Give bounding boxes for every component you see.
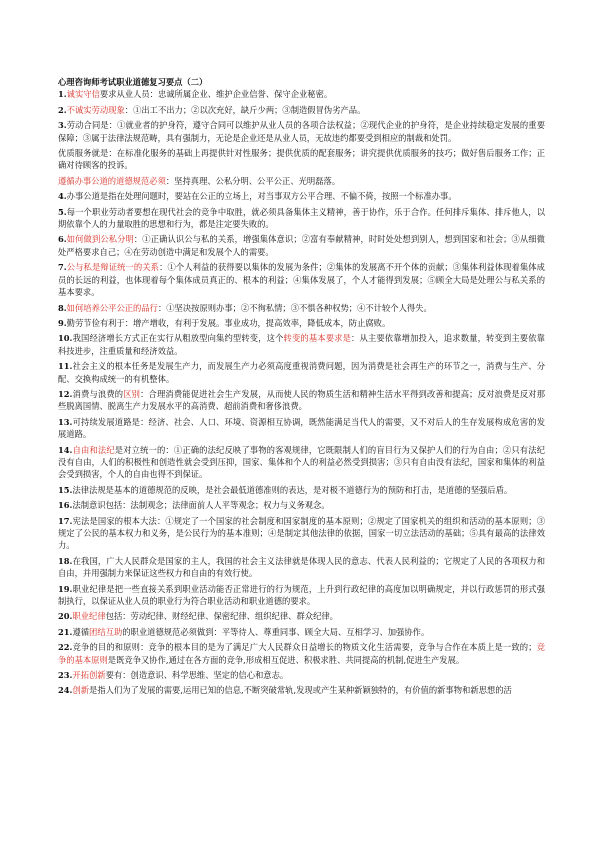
key-point-item [58,206,545,231]
item-number: 11. [58,361,73,372]
item-text: 要求从业人员：忠诚所属企业、维护企业信誉、保守企业秘密。 [99,89,333,100]
highlighted-term: 如何做到公私分明 [66,234,134,245]
item-text: 在我国，广大人民群众是国家的主人，我国的社会主义法律就是体现人民的意志、代表人民利益的；它规定了人民的各项权力和自由，并用强制力来保证这些权力和自由的有效行使。 [58,555,545,579]
item-number: 8. [58,302,67,313]
item-text: ：坚持真理、公私分明、公平公正、光明磊落。 [165,175,341,186]
key-point-item [58,555,545,580]
key-point-item [58,626,545,638]
highlighted-term: 转变的基本要求是 [283,333,352,344]
item-number: 3. [58,120,67,131]
item-number: 15. [58,484,73,495]
highlighted-term: 开拓创新 [72,670,106,681]
item-text: 劳动合同是：①就业者的护身符，遵守合同可以维护从业人员的各项合法权益；②现代企业的护身符，是企业持续稳定发展的重要保障；③属于法律法规范畴，具有强制力，无论是企业还是从业人员，无故违约都要受到相应的制裁和处罚。 [58,120,545,143]
key-point-item [58,444,545,481]
item-text: ：①正确认识公与私的关系，增强集体意识；②富有奉献精神，时时处处想到别人，想到国家和社会；③从细微处严格要求自己；④在劳动创造中满足和发展个人的需要。 [58,234,545,257]
item-number: 7. [58,262,67,273]
item-number: 14. [58,444,73,455]
item-text: 的职业道德规范必须做到：平等待人、尊重同事、顾全大局、互相学习、加强协作。 [122,626,430,637]
key-point-item [58,104,545,116]
key-point-item [58,416,545,441]
item-text: 社会主义的根本任务是发展生产力，而发展生产力必须高度重视消费问题，因为消费是社会再生产的环节之一，消费与生产、分配、交换构成统一的有机整体。 [58,361,545,384]
item-number: 23. [58,670,73,681]
key-point-item [58,684,545,696]
item-text: 是既竞争又协作,通过在各方面的竞争,形成相互促进、积极求胜、共同提高的机制,促进生产发展。 [107,654,465,665]
item-text: 可持续发展道路是：经济、社会、人口、环境、资源相互协调，既然能满足当代人的需要，又不对后人的生存发展构成危害的发展道路。 [58,416,545,440]
item-text: ：①出工不出力；②以次充好，缺斤少两；③制造假冒伪劣产品。 [124,104,366,115]
highlighted-term: 团结互助 [89,626,123,637]
key-point-item [58,88,545,100]
item-number: 20. [58,611,73,622]
item-number: 6. [58,234,67,245]
item-number: 10. [58,333,73,344]
item-number: 5. [58,206,67,217]
key-point-item [58,302,545,314]
item-number: 9. [58,317,67,328]
highlighted-term: 公与私是辩证统一的关系 [66,262,160,273]
item-text: ：合理消费能促进社会生产发展，从而使人民的物质生活和精神生活水平得到改善和提高；反对浪费是反对那些脱离国情、脱离生产力发展水平的高消费、超前消费和奢侈浪费。 [58,388,545,412]
item-text: 办事公道是指在处理问题时，要站在公正的立场上，对当事双方公平合理、不偏不倚，按照一个标准办事。 [66,191,457,202]
item-text: 每一个职业劳动者要想在现代社会的竞争中取胜，就必须具备集体主义精神，善于协作，乐于合作。任何排斥集体、排斥他人，以期依靠个人的力量取胜的思想和行为，都是注定要失败的。 [58,206,545,230]
item-number: 4. [58,191,67,202]
item-text: ：从主要依靠增加投入，追求数量，转变到主要依靠科技进步，注重质量和经济效益。 [58,333,545,356]
key-point-item [58,317,545,329]
item-text: 法律法规是基本的道德规范的反映，是社会最低道德准则的表达，是对极不道德行为的预防和打击，是道德的坚强后盾。 [72,484,513,495]
highlighted-term: 职业纪律 [72,611,106,622]
highlighted-term: 如何培养公平公正的品行 [66,302,158,313]
item-text: 要有：创造意识、科学思维、坚定的信心和意志。 [105,670,289,681]
key-point-item [58,583,545,608]
item-number: 17. [58,515,73,526]
item-number: 16. [58,500,73,511]
highlighted-term: 自由和法纪 [72,444,115,455]
key-point-item [58,499,545,511]
key-point-item [58,515,545,552]
key-point-item [58,388,545,413]
document-title: 心理咨询师考试职业道德复习要点（二） [58,77,208,87]
item-text: 是对立统一的：①正确的法纪反映了事物的客观规律，它既限制人们的盲目行为又保护人们的行为自由；②只有法纪没有自由，人们的积极性和创造性就会受到压抑，国家、集体和个人的利益必然受到损害；③只有自由没有法纪，国家和集体的利益会受到损害，个人的自由也得不到保证。 [58,444,545,480]
item-number: 2. [58,104,67,115]
highlighted-term: 创新 [72,685,90,696]
key-point-item [58,147,545,172]
item-text: 遵循 [72,626,90,637]
key-point-item [58,332,545,357]
key-point-item [58,261,545,298]
key-point-item [58,484,545,496]
key-points-list [58,88,545,696]
item-text: 勤劳节俭有利于：增产增收，有利于发展。事业成功，提高效率，降低成本，防止腐败。 [66,317,391,328]
item-text: 我国经济增长方式正在实行从粗放型向集约型转变，这个 [72,333,284,344]
highlighted-term: 不诚实劳动现象 [66,104,125,115]
item-text: 宪法是国家的根本大法：①规定了一个国家的社会制度和国家制度的基本原则；②规定了国家机关的组织和活动的基本原则；③规定了公民的基本权力和义务，是公民行为的基本准则；④是制定其他法律的依据，国家一切立法活动的基础；⑤具有最高的法律效力。 [58,515,545,551]
key-point-item [58,610,545,622]
item-number: 18. [58,555,73,566]
item-text: 消费与浪费的 [72,388,124,399]
item-text: 优质服务就是：在标准化服务的基础上再提供针对性服务；提供优质的配套服务；讲究提供优质服务的技巧；做好售后服务工作；正确对待顾客的投诉。 [58,148,545,171]
key-point-item [58,175,545,187]
item-text: ：①坚决按原则办事；②不徇私情；③不惧各种权势；④不计较个人得失。 [157,302,432,313]
highlighted-term: 区别 [123,388,141,399]
item-number: 19. [58,583,73,594]
highlighted-term: 遵循办事公道的道德规范必须 [58,175,166,186]
item-number: 24. [58,685,73,696]
key-point-item [58,190,545,202]
key-point-item [58,360,545,385]
item-text: 竞争的目的和原则：竞争的根本目的是为了满足广大人民群众日益增长的物质文化生活需要，竞争与合作在本质上是一致的； [72,642,537,653]
document-body [58,76,545,700]
key-point-item [58,233,545,258]
item-text: 法制意识包括：法制观念；法律面前人人平等观念；权力与义务观念。 [72,500,330,511]
highlighted-term: 诚实守信 [66,89,100,100]
item-text: 职业纪律是把一些直接关系到职业活动能否正常进行的行为规范，上升到行政纪律的高度加以明确规定，并以行政惩罚的形式强制执行，以保证从业人员的职业行为符合职业活动和职业道德的要求。 [58,583,545,607]
item-text: 是指人们为了发展的需要,运用已知的信息,不断突破常轨,发现或产生某种新颖独特的，有价值的新事物和新思想的活 [89,685,512,696]
item-text: ：①个人利益的获得要以集体的发展为条件；②集体的发展离不开个体的贡献；③集体利益体现着集体成员的长远的利益，也体现着每个集体成员真正的、根本的利益；④集体发展了，个人才能得到发展；⑤顾全大局是处理公与私关系的基本要求。 [58,262,545,298]
item-text: 包括：劳动纪律、财经纪律、保密纪律、组织纪律、群众纪律。 [105,611,338,622]
key-point-item [58,119,545,144]
key-point-item [58,669,545,681]
item-number: 21. [58,626,73,637]
highlighted-term: 竞争的基本原则 [58,642,545,665]
item-number: 13. [58,416,73,427]
key-point-item [58,641,545,666]
item-number: 22. [58,642,73,653]
item-number: 1. [58,89,67,100]
item-number: 12. [58,388,73,399]
